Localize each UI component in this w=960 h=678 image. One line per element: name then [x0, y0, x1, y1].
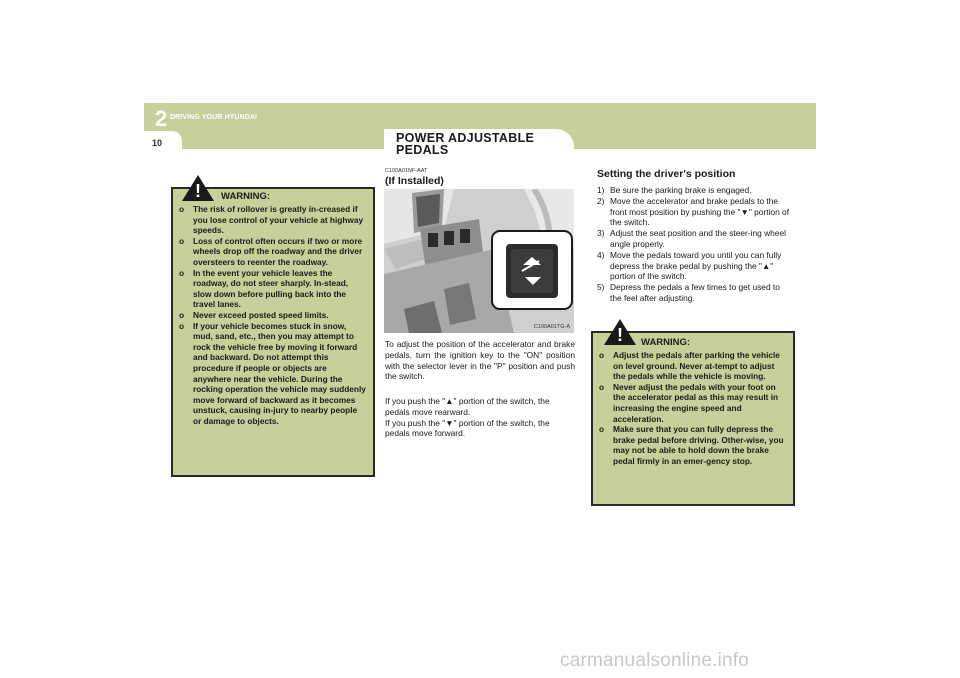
list-item-text: Be sure the parking brake is engaged. — [610, 185, 752, 195]
warning-triangle-icon: ! — [182, 175, 214, 201]
list-item-text: Never exceed posted speed limits. — [193, 309, 329, 320]
list-item-text: Depress the pedals a few times to get used to the feel after adjusting. — [610, 282, 780, 303]
warning-triangle-icon: ! — [604, 319, 636, 345]
list-item — [179, 236, 367, 268]
intro-paragraph: To adjust the position of the accelerator and brake pedals, turn the ignition key to the "ON" position with the selector lever in the "P" position and push the switch. — [385, 339, 575, 382]
list-item — [179, 310, 367, 321]
chapter-title: DRIVING YOUR HYUNDAI — [170, 114, 258, 121]
list-item-text: Move the pedals toward you until you can fully depress the brake pedal by pushing the "▲" portion of the switch. — [610, 249, 782, 282]
chapter-number: 2 — [155, 106, 168, 131]
pedal-warning-box — [591, 325, 795, 506]
section-title-line1: POWER ADJUSTABLE — [396, 131, 535, 145]
list-bullet: o — [599, 381, 605, 392]
warning-list — [599, 350, 787, 467]
driver-position-heading: Setting the driver's position — [597, 168, 736, 180]
list-bullet: o — [179, 309, 185, 320]
list-item-text: Never adjust the pedals with your foot on the accelerator pedal as this may result in increasing the engine speed and acceleration. — [613, 381, 779, 424]
warning-heading: WARNING: — [641, 337, 691, 348]
list-item — [599, 424, 787, 466]
page-number: 10 — [152, 138, 163, 148]
list-bullet: 4) — [597, 249, 605, 260]
rollover-warning-box — [171, 181, 375, 477]
list-item — [599, 350, 787, 382]
if-installed-subtitle: (If Installed) — [385, 175, 444, 187]
list-item-text: Adjust the seat position and the steer-ing wheel angle properly. — [610, 228, 786, 249]
list-item-text: Loss of control often occurs if two or more wheels drop off the roadway and the driver oversteers to reenter the roadway. — [193, 235, 363, 267]
list-item-text: Move the accelerator and brake pedals to the front most position by pushing the "▼" portion of the switch. — [610, 195, 790, 228]
switch-up-sentence: If you push the "▲" portion of the switch, the pedals move rearward. — [385, 396, 550, 417]
photo-caption: C100A01TG-A — [533, 324, 570, 330]
section-code: C100A01NF-AAT — [385, 168, 428, 174]
list-item-text: In the event your vehicle leaves the roadway, do not steer sharply. In-stead, slow down before pulling back into the travel lanes. — [193, 267, 349, 310]
pedal-switch-photo — [384, 189, 574, 333]
section-title-line2: PEDALS — [396, 143, 449, 157]
list-bullet: o — [599, 424, 605, 435]
list-bullet: o — [179, 235, 185, 246]
section-title — [396, 132, 566, 156]
list-bullet: o — [179, 267, 185, 278]
list-item-text: If your vehicle becomes stuck in snow, mud, sand, etc., then you may attempt to rock the vehicle free by moving it forward and backward. Do not attempt this procedure if people or objects are anywhere near the vehicle. During the rocking operation the vehicle may suddenly move forward of backward as it becomes unstuck, causing in-jury to nearby people or damage to objects. — [193, 320, 366, 426]
warning-heading: WARNING: — [221, 191, 271, 202]
list-item — [599, 382, 787, 424]
list-bullet: o — [179, 320, 185, 331]
list-item — [179, 321, 367, 427]
setup-steps-list — [597, 185, 793, 304]
list-bullet: 3) — [597, 228, 605, 239]
list-item — [179, 268, 367, 310]
list-bullet: 1) — [597, 185, 605, 195]
warning-list — [179, 204, 367, 426]
list-item — [597, 250, 793, 282]
list-item — [179, 204, 367, 236]
list-item-text: Adjust the pedals after parking the vehicle on level ground. Never at-tempt to adjust the pedals while the vehicle is moving. — [613, 350, 780, 382]
list-item — [597, 185, 793, 196]
switch-paragraph — [385, 396, 575, 439]
list-item-text: Make sure that you can fully depress the brake pedal before driving. Other-wise, you may not be able to hold down the brake pedal firmly in an emer-gency stop. — [613, 424, 784, 466]
list-item-text: The risk of rollover is greatly in-creased if you lose control of your vehicle at highway speeds. — [193, 204, 364, 236]
watermark-text: carmanualsonline.info — [560, 650, 750, 671]
list-item — [597, 196, 793, 228]
page-number-tab — [144, 131, 182, 151]
list-bullet: o — [599, 350, 605, 360]
list-item — [597, 228, 793, 250]
list-bullet: 5) — [597, 282, 605, 293]
list-bullet: o — [179, 204, 185, 214]
switch-down-sentence: If you push the "▼" portion of the switch, the pedals move forward. — [385, 417, 550, 439]
list-item — [597, 282, 793, 304]
list-bullet: 2) — [597, 195, 605, 206]
